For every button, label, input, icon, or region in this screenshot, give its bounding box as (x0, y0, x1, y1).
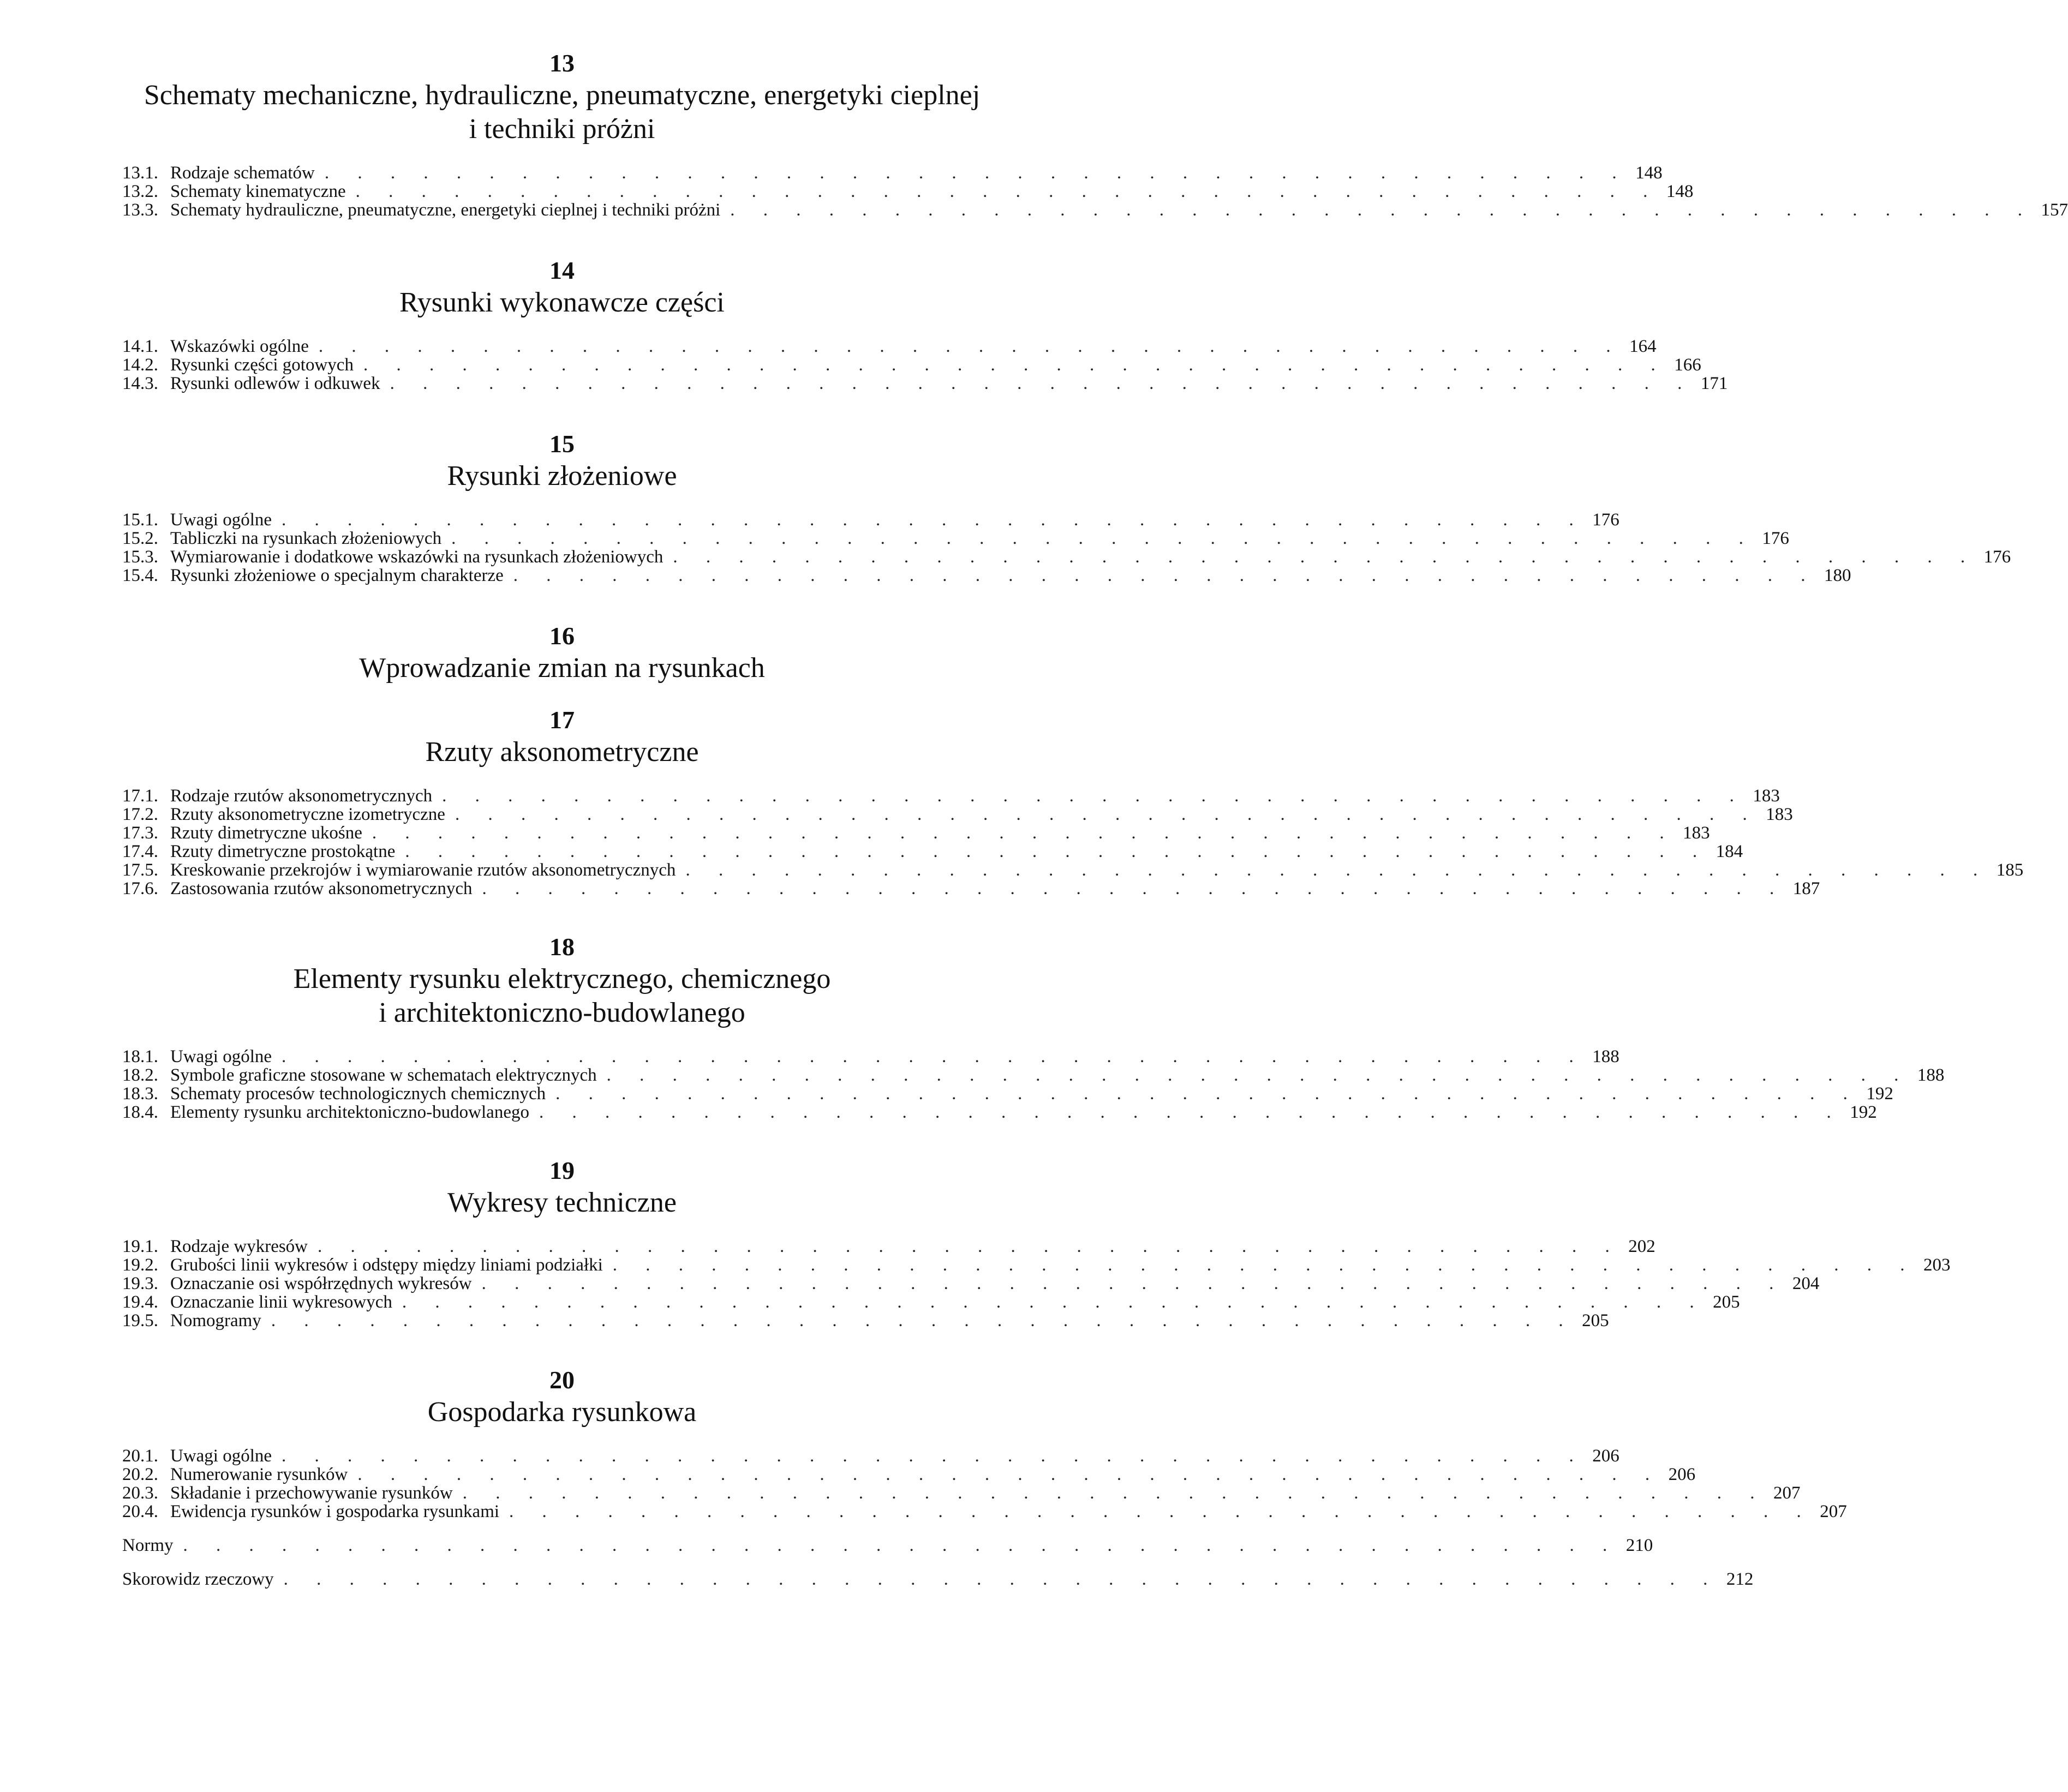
toc-entry-skorowidz[interactable] (122, 1562, 1754, 1596)
dot-leader: . . . . . . . . . . . . . . . . . . . . . . . . . . . . . . . . . . . . . . . . . . . . (283, 1569, 1720, 1589)
toc-entry[interactable] (122, 879, 1820, 898)
toc-entry[interactable] (122, 182, 1694, 201)
entry-list (122, 163, 2068, 220)
entry-number: 14.3. (122, 374, 158, 393)
chapter-number: 13 (549, 49, 575, 77)
entry-number: 18.3. (122, 1084, 158, 1104)
entry-number: 19.2. (122, 1255, 158, 1275)
chapter-number: 16 (549, 622, 575, 650)
entry-page: 183 (1753, 786, 1780, 806)
dot-leader: . . . . . . . . . . . . . . . . . . . . . . . . . . . . . . . . . . . . . . . . (673, 547, 1977, 567)
dot-leader: . . . . . . . . . . . . . . . . . . . . . . . . . . . . . . . . . . . . . . . . (612, 1255, 1917, 1275)
entry-title: Elementy rysunku architektoniczno-budowlanego (170, 1102, 529, 1122)
entry-title: Schematy procesów technologicznych chemicznych (170, 1084, 546, 1104)
entry-title: Skorowidz rzeczowy (122, 1569, 274, 1589)
toc-entry[interactable] (122, 529, 1789, 548)
entry-number: 20.4. (122, 1502, 158, 1521)
toc-entry[interactable] (122, 374, 1728, 393)
entry-list (122, 786, 2024, 898)
entry-number: 17.5. (122, 860, 158, 880)
entry-page: 185 (1996, 860, 2024, 880)
entry-title: Ewidencja rysunków i gospodarka rysunkami (170, 1502, 500, 1521)
dot-leader: . . . . . . . . . . . . . . . . . . . . . . . . . . . . . . . . . . . . . . . . . . . . (183, 1536, 1619, 1555)
entry-title: Zastosowania rzutów aksonometrycznych (170, 879, 473, 898)
entry-number: 13.2. (122, 182, 158, 201)
entry-title: Tabliczki na rysunkach złożeniowych (170, 529, 442, 548)
entry-number: 18.1. (122, 1047, 158, 1066)
toc-entry[interactable] (122, 355, 1701, 375)
toc-entry[interactable] (122, 1446, 1619, 1466)
toc-entry[interactable] (122, 1483, 1801, 1503)
chapter-number: 18 (549, 933, 575, 961)
toc-entry[interactable] (122, 1292, 1740, 1312)
toc-entry[interactable] (122, 1465, 1696, 1484)
chapter-title-line-1: Rysunki wykonawcze części (399, 287, 725, 318)
chapter-19 (122, 1155, 1951, 1330)
entry-page: 205 (1713, 1292, 1740, 1312)
entry-title: Rzuty dimetryczne prostokątne (170, 842, 396, 861)
entry-page: 206 (1592, 1446, 1619, 1466)
entry-page: 176 (1983, 547, 2011, 567)
entry-list (122, 1446, 1847, 1521)
entry-page: 171 (1700, 374, 1728, 393)
chapter-number: 14 (549, 256, 575, 284)
toc-entry[interactable] (122, 1274, 1820, 1293)
entry-number: 15.3. (122, 547, 158, 567)
chapter-15 (122, 429, 2011, 585)
entry-title: Wskazówki ogólne (170, 337, 309, 356)
entry-title: Symbole graficzne stosowane w schematach elektrycznych (170, 1065, 597, 1085)
entry-number: 20.1. (122, 1446, 158, 1466)
entry-page: 188 (1917, 1065, 1945, 1085)
entry-number: 14.2. (122, 355, 158, 375)
entry-page: 204 (1792, 1274, 1820, 1293)
entry-title: Rodzaje wykresów (170, 1237, 308, 1256)
chapter-18 (122, 932, 1945, 1122)
toc-entry[interactable] (122, 1084, 1893, 1104)
chapter-14 (122, 255, 1728, 393)
entry-title: Składanie i przechowywanie rysunków (170, 1483, 453, 1503)
entry-page: 176 (1592, 510, 1619, 530)
chapter-title-line-2: i architektoniczno-budowlanego (379, 997, 745, 1028)
chapter-title-line-1: Rzuty aksonometryczne (425, 736, 699, 768)
chapter-title-line-1: Gospodarka rysunkowa (427, 1397, 697, 1428)
entry-title: Rodzaje schematów (170, 163, 315, 183)
dot-leader: . . . . . . . . . . . . . . . . . . . . . . . . . . . . . . . . . . . . . . . . (513, 566, 1818, 585)
entry-number: 17.2. (122, 805, 158, 824)
entry-title: Numerowanie rysunków (170, 1465, 348, 1484)
entry-page: 188 (1592, 1047, 1619, 1066)
dot-leader: . . . . . . . . . . . . . . . . . . . . . . . . . . . . . . . . . . . . . . . . (318, 1237, 1622, 1256)
entry-number: 17.1. (122, 786, 158, 806)
entry-list (122, 1047, 1945, 1122)
entry-page: 166 (1674, 355, 1701, 375)
chapter-number: 15 (549, 430, 575, 458)
dot-leader: . . . . . . . . . . . . . . . . . . . . . . . . . . . . . . . . . . . . . . . . (363, 355, 1667, 375)
entry-page: 212 (1726, 1569, 1754, 1589)
chapter-title-line-1: Wykresy techniczne (447, 1187, 677, 1218)
entry-number: 18.4. (122, 1102, 158, 1122)
entry-title: Rysunki odlewów i odkuwek (170, 374, 380, 393)
table-of-contents (122, 35, 2068, 1596)
entry-title: Nomogramy (170, 1311, 261, 1330)
chapter-13 (122, 48, 2068, 220)
entry-number: 13.1. (122, 163, 158, 183)
toc-entry[interactable] (122, 510, 1619, 530)
chapter-16 (122, 621, 1002, 685)
entry-page: 207 (1773, 1483, 1801, 1503)
toc-entry[interactable] (122, 860, 2024, 880)
chapter-title-line-1: Elementy rysunku elektrycznego, chemicznego (293, 963, 831, 994)
toc-entry[interactable] (122, 547, 2011, 567)
entry-title: Grubości linii wykresów i odstępy między liniami podziałki (170, 1255, 603, 1275)
entry-title: Rodzaje rzutów aksonometrycznych (170, 786, 433, 806)
entry-number: 20.2. (122, 1465, 158, 1484)
entry-number: 17.3. (122, 823, 158, 843)
entry-page: 203 (1923, 1255, 1951, 1275)
entry-number: 15.1. (122, 510, 158, 530)
toc-entry[interactable] (122, 823, 1710, 843)
toc-entry[interactable] (122, 337, 1657, 356)
entry-number: 19.4. (122, 1292, 158, 1312)
entry-number: 19.3. (122, 1274, 158, 1293)
entry-number: 19.1. (122, 1237, 158, 1256)
toc-entry[interactable] (122, 200, 2068, 220)
toc-entry[interactable] (122, 842, 1743, 861)
entry-title: Uwagi ogólne (170, 1047, 272, 1066)
back-matter (122, 1529, 1754, 1596)
dot-leader: . . . . . . . . . . . . . . . . . . . . . . . . . . . . . . . . . . . . . . . . (271, 1311, 1575, 1330)
chapter-17 (122, 705, 2024, 898)
toc-entry[interactable] (122, 566, 1851, 585)
toc-entry[interactable] (122, 1237, 1655, 1256)
entry-page: 207 (1820, 1502, 1847, 1521)
toc-entry[interactable] (122, 1311, 1609, 1330)
entry-title: Uwagi ogólne (170, 510, 272, 530)
dot-leader: . . . . . . . . . . . . . . . . . . . . . . . . . . . . . . . . . . . . . . . . (482, 879, 1786, 898)
entry-title: Wymiarowanie i dodatkowe wskazówki na rysunkach złożeniowych (170, 547, 664, 567)
dot-leader: . . . . . . . . . . . . . . . . . . . . . . . . . . . . . . . . . . . . . . . . (357, 1465, 1662, 1484)
entry-page: 206 (1668, 1465, 1696, 1484)
dot-leader: . . . . . . . . . . . . . . . . . . . . . . . . . . . . . . . . . . . . . . . . (372, 823, 1676, 843)
dot-leader: . . . . . . . . . . . . . . . . . . . . . . . . . . . . . . . . . . . . . . . . (455, 805, 1759, 824)
entry-page: 180 (1824, 566, 1851, 585)
toc-entry-normy[interactable] (122, 1529, 1653, 1562)
toc-entry[interactable] (122, 786, 1780, 806)
entry-number: 15.2. (122, 529, 158, 548)
entry-page: 192 (1850, 1102, 1877, 1122)
dot-leader: . . . . . . . . . . . . . . . . . . . . . . . . . . . . . . . . . . . . . . . . (282, 1446, 1586, 1466)
entry-page: 148 (1666, 182, 1694, 201)
entry-title: Uwagi ogólne (170, 1446, 272, 1466)
dot-leader: . . . . . . . . . . . . . . . . . . . . . . . . . . . . . . . . . . . . . . . . (555, 1084, 1860, 1104)
entry-title: Normy (122, 1536, 174, 1555)
dot-leader: . . . . . . . . . . . . . . . . . . . . . . . . . . . . . . . . . . . . . . . . (462, 1483, 1767, 1503)
entry-number: 18.2. (122, 1065, 158, 1085)
dot-leader: . . . . . . . . . . . . . . . . . . . . . . . . . . . . . . . . . . . . . . . . (318, 337, 1623, 356)
entry-page: 157 (2041, 200, 2068, 220)
entry-number: 15.4. (122, 566, 158, 585)
entry-title: Rysunki części gotowych (170, 355, 354, 375)
entry-number: 13.3. (122, 200, 158, 220)
entry-title: Schematy hydrauliczne, pneumatyczne, energetyki cieplnej i techniki próżni (170, 200, 721, 220)
entry-page: 148 (1635, 163, 1663, 183)
entry-title: Oznaczanie osi współrzędnych wykresów (170, 1274, 472, 1293)
dot-leader: . . . . . . . . . . . . . . . . . . . . . . . . . . . . . . . . . . . . . . . . (481, 1274, 1786, 1293)
dot-leader: . . . . . . . . . . . . . . . . . . . . . . . . . . . . . . . . . . . . . . . . (324, 163, 1629, 183)
dot-leader: . . . . . . . . . . . . . . . . . . . . . . . . . . . . . . . . . . . . . . . . (282, 510, 1586, 530)
entry-page: 205 (1582, 1311, 1609, 1330)
chapter-title-line-1: Wprowadzanie zmian na rysunkach (359, 652, 765, 684)
dot-leader: . . . . . . . . . . . . . . . . . . . . . . . . . . . . . . . . . . . . . . . . (405, 842, 1710, 861)
entry-page: 210 (1625, 1536, 1653, 1555)
dot-leader: . . . . . . . . . . . . . . . . . . . . . . . . . . . . . . . . . . . . . . . . (730, 200, 2035, 220)
dot-leader: . . . . . . . . . . . . . . . . . . . . . . . . . . . . . . . . . . . . . . . . (451, 529, 1755, 548)
entry-number: 17.6. (122, 879, 158, 898)
toc-entry[interactable] (122, 1065, 1945, 1085)
chapter-number: 20 (549, 1366, 575, 1394)
entry-title: Rzuty aksonometryczne izometryczne (170, 805, 445, 824)
entry-title: Kreskowanie przekrojów i wymiarowanie rzutów aksonometrycznych (170, 860, 676, 880)
entry-page: 183 (1683, 823, 1710, 843)
entry-list (122, 510, 2011, 585)
entry-number: 17.4. (122, 842, 158, 861)
entry-page: 192 (1866, 1084, 1893, 1104)
entry-page: 164 (1629, 337, 1657, 356)
toc-entry[interactable] (122, 1255, 1951, 1275)
entry-title: Schematy kinematyczne (170, 182, 346, 201)
entry-list (122, 1237, 1951, 1330)
entry-number: 19.5. (122, 1311, 158, 1330)
dot-leader: . . . . . . . . . . . . . . . . . . . . . . . . . . . . . . . . . . . . . . . . (390, 374, 1694, 393)
entry-page: 187 (1792, 879, 1820, 898)
toc-entry[interactable] (122, 805, 1793, 824)
entry-title: Rysunki złożeniowe o specjalnym charakterze (170, 566, 504, 585)
toc-entry[interactable] (122, 1102, 1877, 1122)
entry-title: Oznaczanie linii wykresowych (170, 1292, 392, 1312)
entry-list (122, 337, 1728, 393)
dot-leader: . . . . . . . . . . . . . . . . . . . . . . . . . . . . . . . . . . . . . . . . (509, 1502, 1813, 1521)
dot-leader: . . . . . . . . . . . . . . . . . . . . . . . . . . . . . . . . . . . . . . . . (539, 1102, 1843, 1122)
chapter-number: 17 (549, 706, 575, 734)
toc-entry[interactable] (122, 1047, 1619, 1066)
entry-number: 14.1. (122, 337, 158, 356)
entry-title: Rzuty dimetryczne ukośne (170, 823, 362, 843)
chapter-title-line-1: Schematy mechaniczne, hydrauliczne, pneumatyczne, energetyki cieplnej (144, 80, 981, 111)
entry-page: 183 (1766, 805, 1793, 824)
entry-number: 20.3. (122, 1483, 158, 1503)
dot-leader: . . . . . . . . . . . . . . . . . . . . . . . . . . . . . . . . . . . . . . . . (685, 860, 1990, 880)
dot-leader: . . . . . . . . . . . . . . . . . . . . . . . . . . . . . . . . . . . . . . . . (606, 1065, 1911, 1085)
toc-entry[interactable] (122, 163, 1663, 183)
chapter-20 (122, 1365, 1847, 1521)
dot-leader: . . . . . . . . . . . . . . . . . . . . . . . . . . . . . . . . . . . . . . . . (442, 786, 1746, 806)
chapter-title-line-2: i techniki próżni (469, 113, 655, 145)
chapter-title-line-1: Rysunki złożeniowe (447, 460, 677, 492)
dot-leader: . . . . . . . . . . . . . . . . . . . . . . . . . . . . . . . . . . . . . . . . (282, 1047, 1586, 1066)
entry-page: 202 (1628, 1237, 1655, 1256)
toc-entry[interactable] (122, 1502, 1847, 1521)
entry-page: 184 (1716, 842, 1743, 861)
entry-page: 176 (1762, 529, 1789, 548)
chapter-number: 19 (549, 1156, 575, 1184)
dot-leader: . . . . . . . . . . . . . . . . . . . . . . . . . . . . . . . . . . . . . . . . (355, 182, 1660, 201)
dot-leader: . . . . . . . . . . . . . . . . . . . . . . . . . . . . . . . . . . . . . . . . (402, 1292, 1706, 1312)
